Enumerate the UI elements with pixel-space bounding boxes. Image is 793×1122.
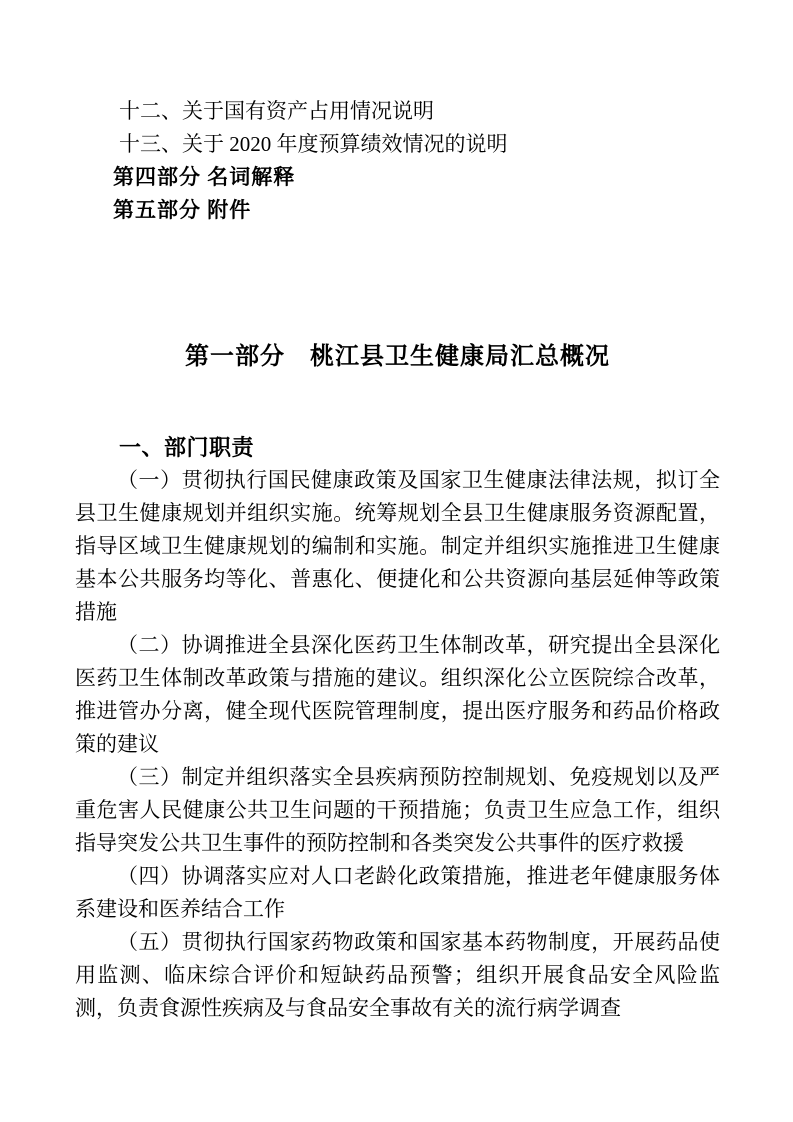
toc-item-13: 十三、关于 2020 年度预算绩效情况的说明 xyxy=(119,132,508,156)
table-of-contents xyxy=(75,95,720,227)
paragraph-1: （一）贯彻执行国民健康政策及国家卫生健康法律法规，拟订全县卫生健康规划并组织实施。统筹规划全县卫生健康服务资源配置，指导区域卫生健康规划的编制和实施。制定并组织实施推进卫生健康基本公共服务均等化、普惠化、便捷化和公共资源向基层延伸等政策措施 xyxy=(75,468,720,624)
paragraph-5: （五）贯彻执行国家药物政策和国家基本药物制度，开展药品使用监测、临床综合评价和短缺药品预警；组织开展食品安全风险监测，负责食源性疾病及与食品安全事故有关的流行病学调查 xyxy=(75,930,720,1020)
subsection-heading: 一、部门职责 xyxy=(119,435,255,460)
paragraph-4: （四）协调落实应对人口老龄化政策措施，推进老年健康服务体系建设和医养结合工作 xyxy=(75,864,720,921)
paragraph-3: （三）制定并组织落实全县疾病预防控制规划、免疫规划以及严重危害人民健康公共卫生问题的干预措施；负责卫生应急工作，组织指导突发公共卫生事件的预防控制和各类突发公共事件的医疗救援 xyxy=(75,765,720,855)
section-title: 第一部分 桃江县卫生健康局汇总概况 xyxy=(185,344,610,370)
toc-item-part5: 第五部分 附件 xyxy=(113,198,252,222)
toc-item-12: 十二、关于国有资产占用情况说明 xyxy=(119,99,434,123)
toc-item-part4: 第四部分 名词解释 xyxy=(113,165,296,189)
paragraph-2: （二）协调推进全县深化医药卫生体制改革，研究提出全县深化医药卫生体制改革政策与措施的建议。组织深化公立医院综合改革，推进管办分离，健全现代医院管理制度，提出医疗服务和药品价格政策的建议 xyxy=(75,633,720,756)
